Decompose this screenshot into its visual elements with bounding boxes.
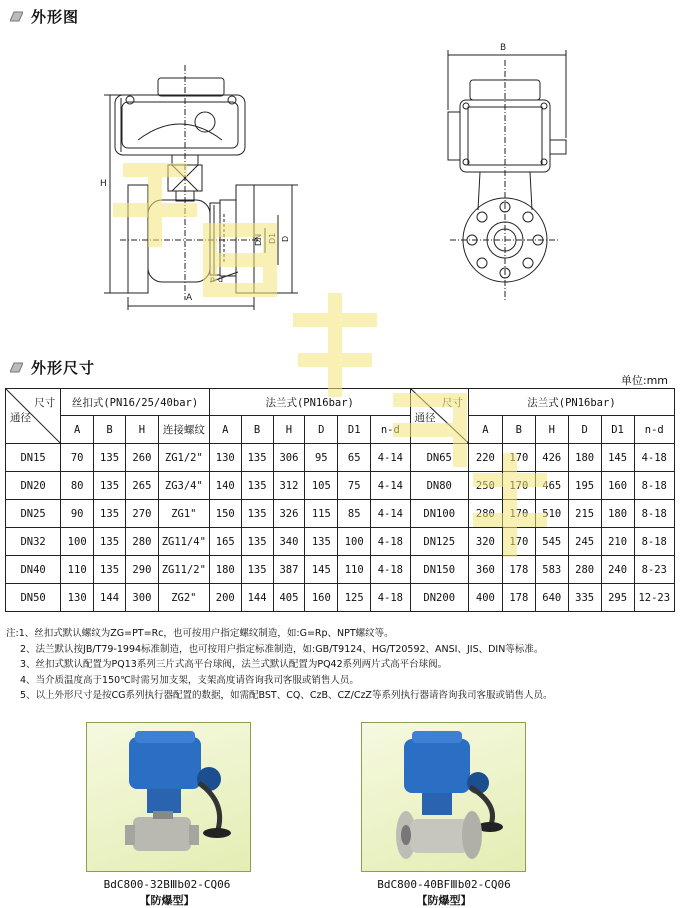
flanged-value-cell: 110 [338, 556, 371, 584]
flanged-value-cell-right: 245 [568, 528, 601, 556]
threaded-col-header: B [94, 416, 126, 444]
note-line: 注:1、丝扣式默认螺纹为ZG=PT=Rc，也可按用户指定螺纹制造，如:G=Rp、NPT螺纹等。 [6, 628, 394, 639]
flanged-value-cell-right: 4-18 [634, 444, 675, 472]
flanged-col-header: H [273, 416, 305, 444]
threaded-value-cell: 260 [125, 444, 158, 472]
dn-cell-right: DN65 [410, 444, 468, 472]
flanged-value-cell: 95 [305, 444, 338, 472]
flanged-col-header: D [305, 416, 338, 444]
flanged-value-cell: 135 [241, 528, 273, 556]
note-line: 4、当介质温度高于150℃时需另加支架，支架高度请咨询我司客服或销售人员。 [20, 674, 359, 686]
flanged-value-cell: 405 [273, 584, 305, 612]
threaded-col-header: 连接螺纹 [158, 416, 209, 444]
threaded-value-cell: ZG3/4" [158, 472, 209, 500]
section-marker-icon [10, 11, 23, 22]
flanged-value-cell: 140 [209, 472, 241, 500]
product-type-threaded: 【防爆型】 [139, 894, 195, 907]
flanged-value-cell-right: 178 [502, 584, 535, 612]
flanged-value-cell: 387 [273, 556, 305, 584]
threaded-col-header: A [61, 416, 94, 444]
flanged-valve-actuator-image [362, 723, 525, 871]
dn-cell: DN25 [6, 500, 61, 528]
flanged-col-header: A [209, 416, 241, 444]
dn-cell-right: DN80 [410, 472, 468, 500]
threaded-value-cell: 135 [94, 472, 126, 500]
dn-cell-right: DN200 [410, 584, 468, 612]
table-row [6, 556, 675, 584]
table-row [6, 444, 675, 472]
dn-cell: DN20 [6, 472, 61, 500]
threaded-value-cell: ZG1" [158, 500, 209, 528]
note-line: 2、法兰默认按JB/T79-1994标准制造，也可按用户指定标准制造，如:GB/T9124、HG/T20592、ANSI、JIS、DIN等标准。 [20, 643, 544, 655]
flanged-value-cell: 4-18 [371, 556, 410, 584]
flanged-value-cell-right: 195 [568, 472, 601, 500]
dimensions-table [5, 388, 675, 612]
flanged-col-header-right: n-d [634, 416, 675, 444]
flanged-value-cell-right: 220 [468, 444, 502, 472]
table-row [6, 528, 675, 556]
flanged-value-cell: 135 [305, 528, 338, 556]
diameter-label: 通径 [414, 412, 436, 424]
flanged-header: 法兰式(PN16bar) [209, 389, 410, 416]
flanged-col-header-right: D1 [601, 416, 634, 444]
dim-label-b: B [500, 43, 507, 53]
threaded-value-cell: 80 [61, 472, 94, 500]
flanged-value-cell-right: 295 [601, 584, 634, 612]
flanged-value-cell-right: 335 [568, 584, 601, 612]
flanged-value-cell: 180 [209, 556, 241, 584]
threaded-value-cell: 135 [94, 556, 126, 584]
flanged-value-cell-right: 360 [468, 556, 502, 584]
flanged-value-cell: 165 [209, 528, 241, 556]
flanged-value-cell-right: 170 [502, 528, 535, 556]
dn-cell: DN50 [6, 584, 61, 612]
threaded-value-cell: 144 [94, 584, 126, 612]
dn-cell-right: DN125 [410, 528, 468, 556]
threaded-value-cell: 70 [61, 444, 94, 472]
product-model-flanged: BdC800-40BFⅢb02-CQ06 [377, 878, 511, 891]
flanged-value-cell: 306 [273, 444, 305, 472]
flanged-value-cell: 85 [338, 500, 371, 528]
flanged-value-cell: 4-18 [371, 528, 410, 556]
flanged-value-cell-right: 180 [601, 500, 634, 528]
flanged-value-cell: 105 [305, 472, 338, 500]
flanged-value-cell: 150 [209, 500, 241, 528]
flanged-value-cell: 145 [305, 556, 338, 584]
flanged-col-header: B [241, 416, 273, 444]
valve-outline-drawing [0, 30, 680, 350]
threaded-value-cell: ZG11/2" [158, 556, 209, 584]
product-type-flanged: 【防爆型】 [416, 894, 472, 907]
flanged-value-cell-right: 170 [502, 500, 535, 528]
flanged-value-cell: 200 [209, 584, 241, 612]
flanged-value-cell: 4-14 [371, 444, 410, 472]
flanged-value-cell: 135 [241, 500, 273, 528]
threaded-value-cell: 290 [125, 556, 158, 584]
flanged-value-cell-right: 12-23 [634, 584, 675, 612]
flanged-header-right: 法兰式(PN16bar) [468, 389, 674, 416]
flanged-value-cell: 135 [241, 556, 273, 584]
section-dimensions-heading [10, 357, 95, 378]
product-model-threaded: BdC800-32BⅢb02-CQ06 [103, 878, 231, 891]
threaded-value-cell: 90 [61, 500, 94, 528]
flanged-value-cell-right: 640 [535, 584, 568, 612]
flanged-value-cell: 144 [241, 584, 273, 612]
threaded-value-cell: 135 [94, 500, 126, 528]
dim-label-nd: n-d [210, 275, 224, 284]
threaded-value-cell: ZG11/4" [158, 528, 209, 556]
threaded-value-cell: ZG2" [158, 584, 209, 612]
section-outline-heading [10, 6, 79, 27]
section-dimensions-title: 外形尺寸 [31, 359, 96, 377]
flanged-col-header-right: B [502, 416, 535, 444]
table-row [6, 500, 675, 528]
flanged-col-header-right: H [535, 416, 568, 444]
table-row [6, 584, 675, 612]
threaded-value-cell: 270 [125, 500, 158, 528]
product-photo-threaded [86, 722, 251, 872]
flanged-value-cell: 326 [273, 500, 305, 528]
flanged-value-cell: 135 [241, 472, 273, 500]
flanged-value-cell-right: 8-18 [634, 500, 675, 528]
dn-cell: DN32 [6, 528, 61, 556]
threaded-header: 丝扣式(PN16/25/40bar) [61, 389, 210, 416]
flanged-value-cell-right: 320 [468, 528, 502, 556]
dn-cell-right: DN150 [410, 556, 468, 584]
flanged-value-cell-right: 145 [601, 444, 634, 472]
diameter-label: 通径 [10, 412, 31, 424]
section-outline-title: 外形图 [31, 8, 80, 26]
flanged-value-cell-right: 8-18 [634, 472, 675, 500]
size-label: 尺寸 [34, 397, 56, 409]
flanged-value-cell-right: 280 [568, 556, 601, 584]
threaded-value-cell: 135 [94, 528, 126, 556]
threaded-valve-actuator-image [87, 723, 250, 871]
dim-label-h: H [100, 179, 107, 189]
flanged-value-cell-right: 170 [502, 444, 535, 472]
flanged-value-cell: 340 [273, 528, 305, 556]
flanged-value-cell-right: 8-18 [634, 528, 675, 556]
flanged-value-cell-right: 510 [535, 500, 568, 528]
flanged-value-cell-right: 280 [468, 500, 502, 528]
unit-label: 单位:mm [620, 374, 668, 387]
flanged-value-cell: 4-14 [371, 472, 410, 500]
flanged-col-header-right: D [568, 416, 601, 444]
dim-label-dn: DN [254, 233, 263, 246]
section-marker-icon [10, 362, 23, 373]
flanged-value-cell: 125 [338, 584, 371, 612]
dim-label-d1: D1 [268, 232, 277, 244]
note-line: 3、丝扣式默认配置为PQ13系列三片式高平台球阀，法兰式默认配置为PQ42系列两片式高平台球阀。 [20, 659, 448, 671]
flanged-value-cell: 4-14 [371, 500, 410, 528]
flanged-value-cell-right: 8-23 [634, 556, 675, 584]
product-photo-flanged [361, 722, 526, 872]
threaded-value-cell: 280 [125, 528, 158, 556]
size-diameter-corner-right [410, 389, 468, 444]
threaded-value-cell: 130 [61, 584, 94, 612]
flanged-value-cell: 160 [305, 584, 338, 612]
flanged-value-cell: 75 [338, 472, 371, 500]
flanged-col-header-right: A [468, 416, 502, 444]
flanged-col-header: n-d [371, 416, 410, 444]
flanged-value-cell-right: 426 [535, 444, 568, 472]
flanged-value-cell-right: 583 [535, 556, 568, 584]
threaded-value-cell: 110 [61, 556, 94, 584]
dn-cell-right: DN100 [410, 500, 468, 528]
flanged-value-cell-right: 400 [468, 584, 502, 612]
threaded-value-cell: 265 [125, 472, 158, 500]
threaded-value-cell: 100 [61, 528, 94, 556]
dim-label-d: D [281, 235, 290, 242]
threaded-value-cell: ZG1/2" [158, 444, 209, 472]
flanged-value-cell-right: 215 [568, 500, 601, 528]
flanged-value-cell-right: 465 [535, 472, 568, 500]
threaded-col-header: H [125, 416, 158, 444]
flanged-value-cell-right: 160 [601, 472, 634, 500]
flanged-value-cell-right: 210 [601, 528, 634, 556]
flanged-value-cell: 312 [273, 472, 305, 500]
flanged-value-cell: 130 [209, 444, 241, 472]
flanged-value-cell: 65 [338, 444, 371, 472]
flanged-value-cell-right: 545 [535, 528, 568, 556]
size-label: 尺寸 [441, 397, 463, 409]
threaded-value-cell: 300 [125, 584, 158, 612]
dim-label-a: A [186, 293, 193, 303]
flanged-value-cell-right: 178 [502, 556, 535, 584]
flanged-value-cell: 100 [338, 528, 371, 556]
flanged-value-cell: 4-18 [371, 584, 410, 612]
table-row [6, 472, 675, 500]
flanged-col-header: D1 [338, 416, 371, 444]
flanged-value-cell-right: 240 [601, 556, 634, 584]
flanged-value-cell: 115 [305, 500, 338, 528]
flanged-value-cell-right: 180 [568, 444, 601, 472]
note-line: 5、以上外形尺寸是按CG系列执行器配置的数据，如需配BST、CQ、CzB、CZ/CzZ等系列执行器请咨询我司客服或销售人员。 [20, 690, 553, 702]
flanged-value-cell-right: 250 [468, 472, 502, 500]
size-diameter-corner [6, 389, 61, 444]
notes-block [6, 626, 552, 704]
dn-cell: DN40 [6, 556, 61, 584]
dn-cell: DN15 [6, 444, 61, 472]
flanged-value-cell: 135 [241, 444, 273, 472]
threaded-value-cell: 135 [94, 444, 126, 472]
flanged-value-cell-right: 170 [502, 472, 535, 500]
